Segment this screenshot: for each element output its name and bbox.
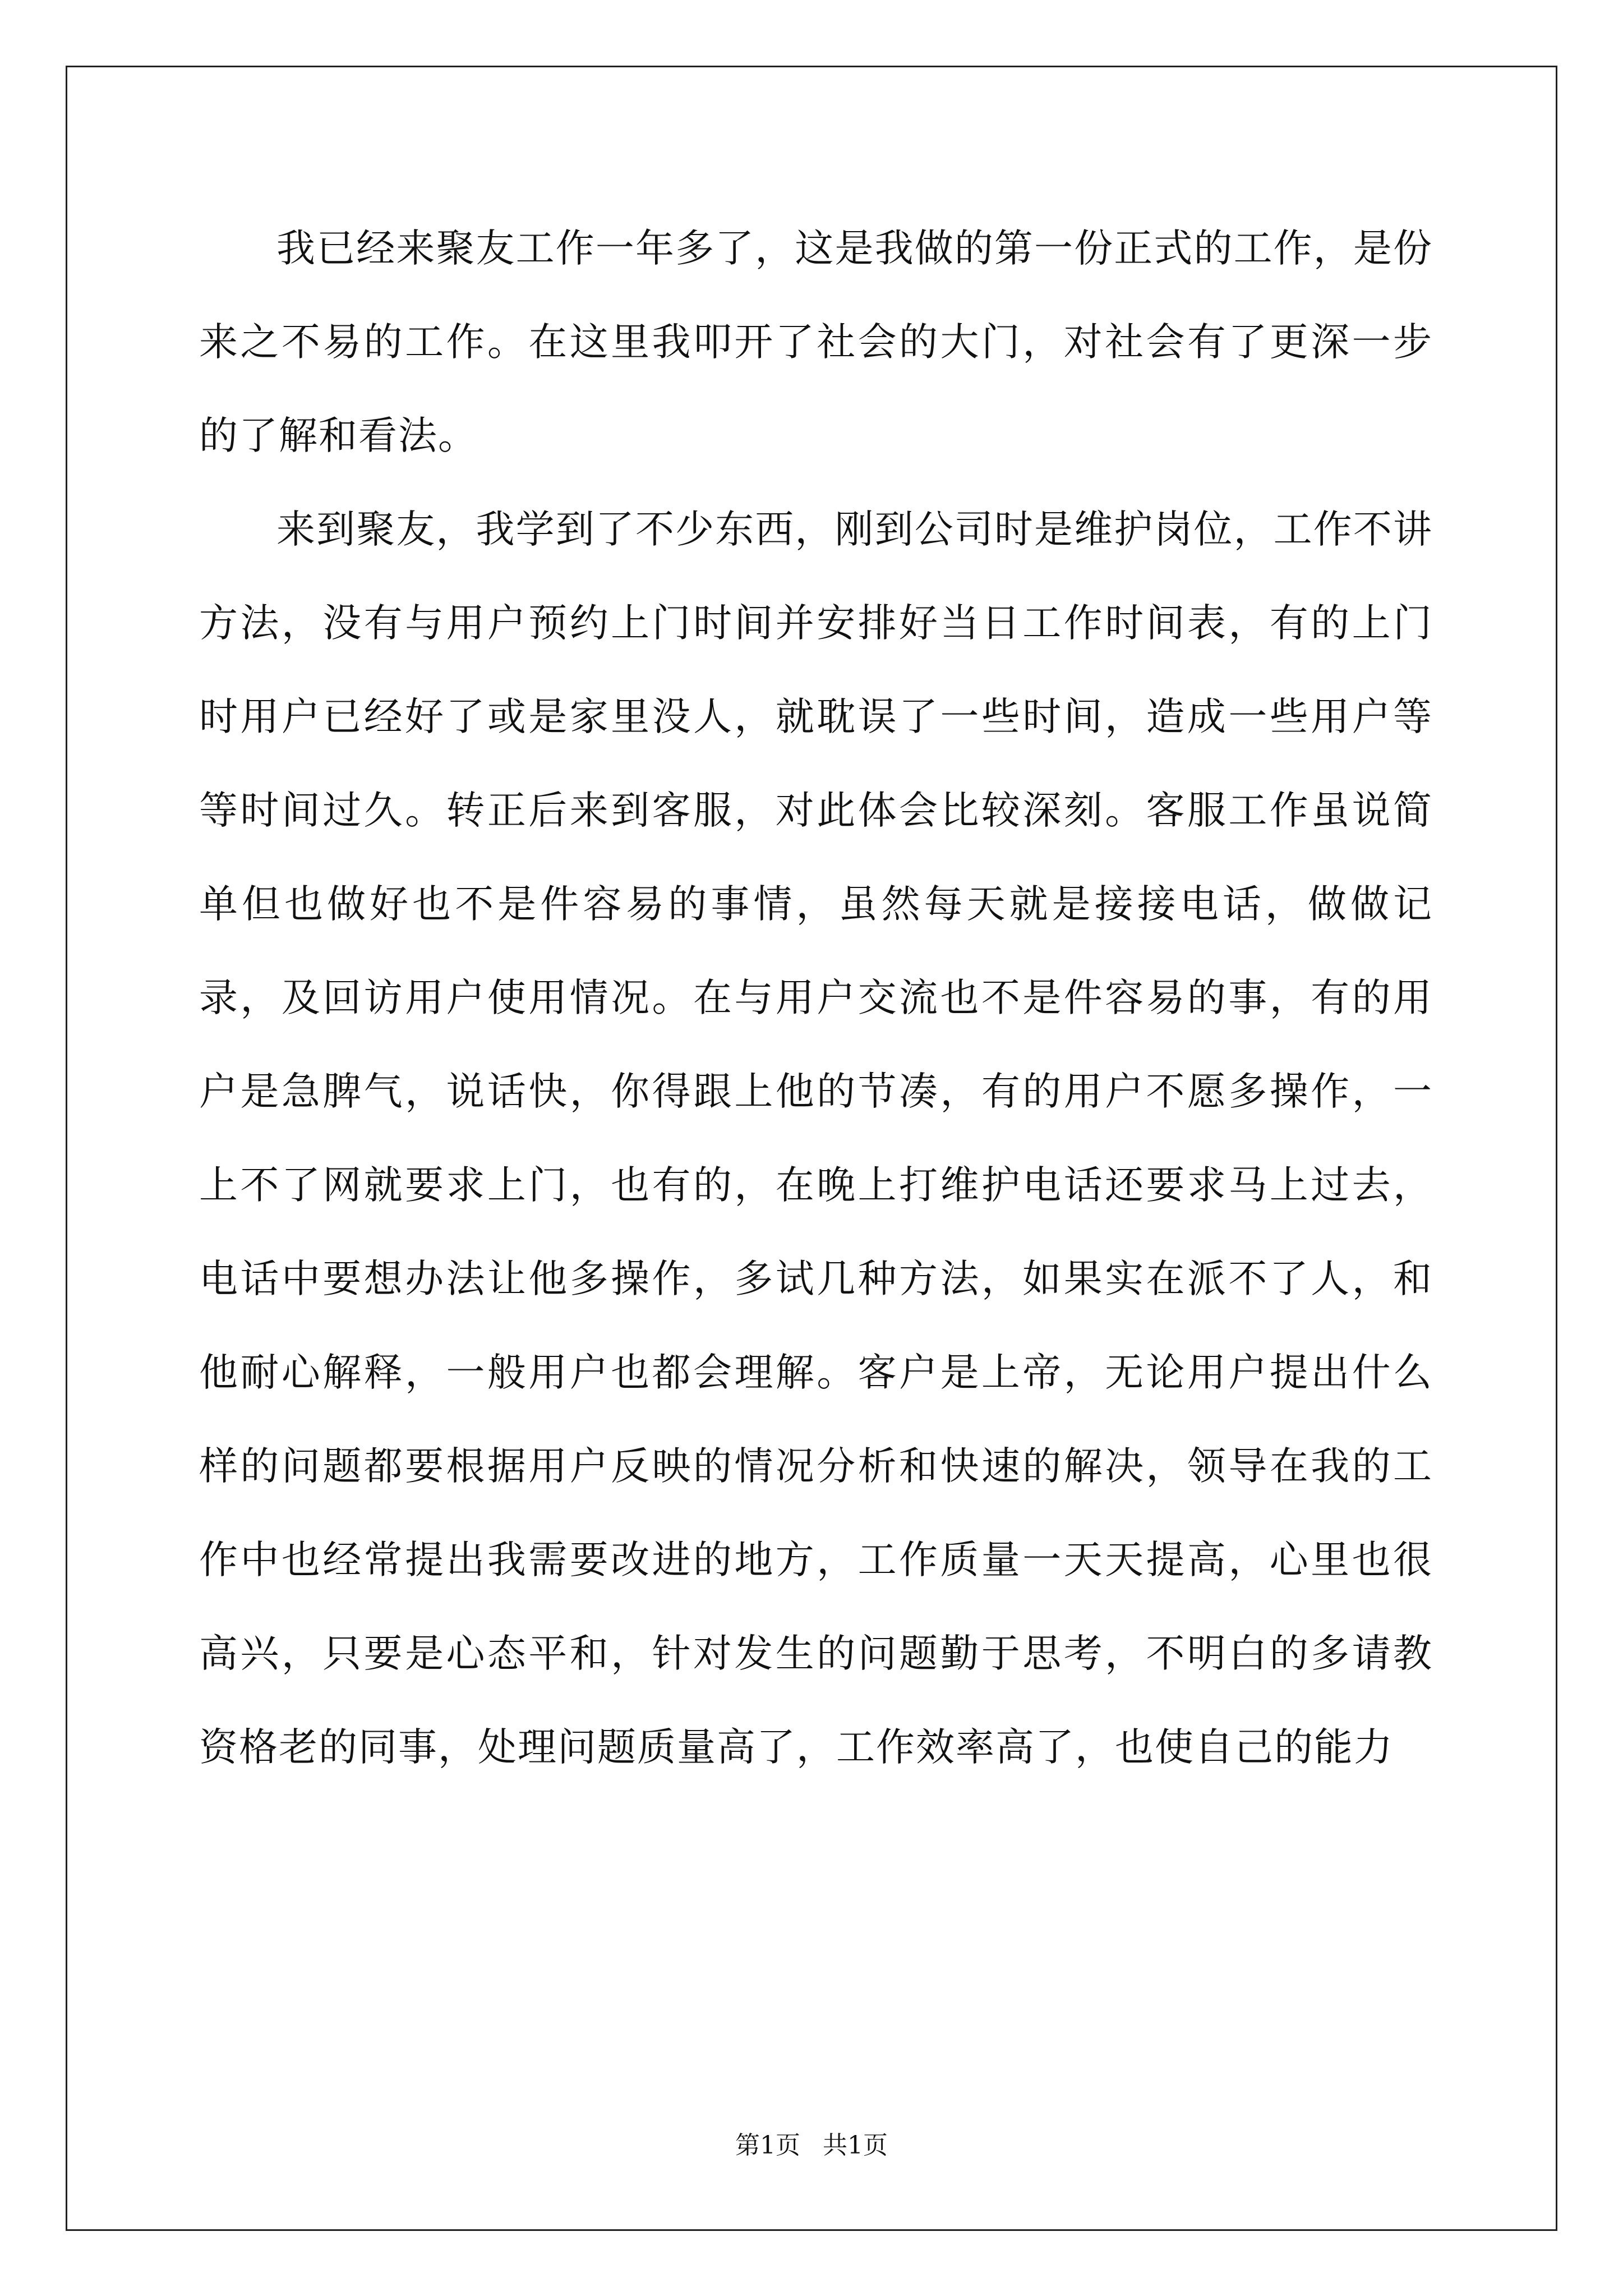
document-body [199,202,1433,1795]
page-number-current: 第1页 [735,2131,800,2160]
page-number-total: 共1页 [823,2131,888,2160]
page-footer [0,2129,1623,2162]
paragraph: 来到聚友，我学到了不少东西，刚到公司时是维护岗位，工作不讲方法，没有与用户预约上门时间并安排好当日工作时间表，有的上门时用户已经好了或是家里没人，就耽误了一些时间，造成一些用户等等时间过久。转正后来到客服，对此体会比较深刻。客服工作虽说简单但也做好也不是件容易的事情，虽然每天就是接接电话，做做记录，及回访用户使用情况。在与用户交流也不是件容易的事，有的用户是急脾气，说话快，你得跟上他的节凑，有的用户不愿多操作，一上不了网就要求上门，也有的，在晚上打维护电话还要求马上过去，电话中要想办法让他多操作，多试几种方法，如果实在派不了人，和他耐心解释，一般用户也都会理解。客户是上帝，无论用户提出什么样的问题都要根据用户反映的情况分析和快速的解决，领导在我的工作中也经常提出我需要改进的地方，工作质量一天天提高，心里也很高兴，只要是心态平和，针对发生的问题勤于思考，不明白的多请教资格老的同事，处理问题质量高了，工作效率高了，也使自己的能力 [199,507,1433,1770]
paragraph: 我已经来聚友工作一年多了，这是我做的第一份正式的工作，是份来之不易的工作。在这里我叩开了社会的大门，对社会有了更深一步的了解和看法。 [199,226,1433,458]
